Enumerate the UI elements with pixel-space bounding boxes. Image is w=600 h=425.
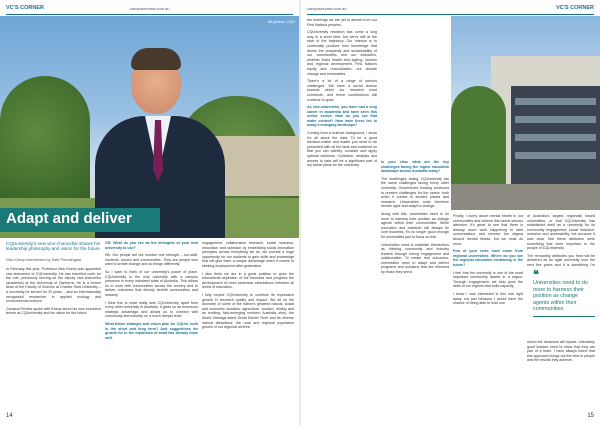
pull-quote: [533, 270, 595, 317]
header-rule: [6, 14, 293, 15]
text-column-1: [6, 267, 101, 407]
body-paragraph: Coming from a science background, I know it's all about the data. To be a good decision-maker and leader you need to be presented with all the facts and evidence so that you can identify, consider and apply optimal solutions. Collection, analysis and access to data will be a significant part of my future plans for the university.: [307, 131, 377, 168]
body-paragraph: of Australia's largest regionally based universities, or that CQUniversity has established itself as a university for its community engagement, social inclusion, inclusion and accessibility, but because it was clear that these attributes were something that were important to the people of CQUniversity.: [527, 214, 595, 251]
body-paragraph: I think this is what really sets CQUniversity apart from every other university in Australia. It gives us an enormous strategic advantage and allows us to connect with community and industry on a much deeper level.: [105, 300, 198, 319]
text-column-4-lower: [527, 340, 595, 410]
header-rule: [307, 14, 594, 15]
body-paragraph: In February this year, Professor Nick Klomp was appointed vice-chancellor of CQUniversity. He has travelled north for the role, previously serving as the deputy vice-chancellor (academic) at the University of Canberra. He is a former dean of the Faculty of Science at Charles Sturt University – a university he served for 20 years – and an internationally recognised researcher in applied ecology and environmental science.: [6, 267, 101, 304]
body-paragraph: The challenges facing CQUniversity are the same challenges facing every other university. Government funding continues to present challenges for the sector, both when it comes to student places and research. Universities must therefore remain agile and adapt to change.: [381, 176, 449, 209]
body-paragraph: Along with this, universities need to do more to harness their position as change agents within their communities. While education and research will always be core business, it's no longer good enough for universities just to focus on this.: [381, 211, 449, 239]
body-paragraph: There's a lot of a range of serious challenges. We have a social licence towards which our research must contribute, and these contributions will continue to grow.: [307, 79, 377, 102]
portrait-photo: [0, 16, 299, 238]
body-paragraph: Universities need to establish themselves as thinking community and industry leaders through strong engagement and collaboration. To create real outcomes, universities need to adapt and deliver programs and solutions that are informed by those they serve.: [381, 242, 449, 275]
interview-question: In your view, what are the key challenges facing the higher education landscape across Australia today?: [381, 160, 449, 174]
body-paragraph: I also think we are in a great position to grow the educational aspiration of the business and progress the development of more seamless articulations between all levels of education.: [202, 271, 294, 290]
photo-credit: All photos: CQU: [267, 20, 295, 24]
tree-shape: [0, 76, 90, 216]
left-page: [0, 0, 299, 425]
site-url: campusreview.com.au: [307, 6, 347, 11]
running-head: VC'S CORNER: [556, 5, 594, 11]
pull-quote-text: Universities need to do more to harness their position as change agents within their communities.: [533, 280, 588, 313]
byline: Nick Klomp interviewed by Kate Prendergast: [6, 258, 82, 262]
headline-box: [0, 208, 160, 232]
text-column-3: [453, 214, 523, 412]
body-paragraph: CQUniversity research has come a long way in a short time, but we're still at the start of the trajectory. Our mission is to continually produce new knowledge that drives the prosperity and sustainability of our communities and our industries, whether that's health and ageing, tourism and regional development, First Nations equity and reconciliation, our climate change and renewables.: [307, 30, 377, 76]
campus-building-photo: [451, 16, 600, 210]
interview-question: As vice-chancellor, you have had a long career in academia and have seen this sector evolve. How do you see that wider context? How have these led to today's changing landscape?: [307, 105, 377, 128]
page-number: 15: [587, 413, 594, 419]
interview-question: What future strategic and vision plan for CQUni, both in the short and long term? And suggestions for growth for in the expansion of what has already done well.: [105, 321, 198, 340]
running-head: VC'S CORNER: [6, 5, 44, 11]
body-paragraph: Campus Review spoke with Klomp about his new executive tenure at CQUniversity and his vision for the future.: [6, 306, 101, 316]
standfirst: CQUniversity's new vice-chancellor shares his leadership philosophy and vision for the future.: [6, 241, 101, 252]
quote-mark-icon: ❝: [533, 269, 539, 281]
body-paragraph: The remaining attributes you hear will be delivered as an agile university over the next five years and it is something I'm: [527, 253, 595, 267]
text-column-3: [202, 241, 294, 409]
body-paragraph: Finally, I worry about mental health in our communities and believe this needs serious attention. It's great to see that there is already much work happening to start conversations and remove the stigma around mental illness, but we must do more.: [453, 214, 523, 246]
site-url: campusreview.com.au: [130, 6, 170, 11]
body-paragraph: engagement, collaborative research, social inclusion, innovation and outreach by embedding social innovation principles across everything we do, we provide a huge opportunity for our students to gain skills and knowledge that will give them a unique advantage when it comes to seeking employment after graduation.: [202, 241, 294, 268]
interview-question: Few of your roles have come from regional universities. Where do you see the regional education continuing in the future?: [453, 249, 523, 267]
body-paragraph: I know I was interested in this role right away, not just because I would have the chance of being able to lead one: [453, 291, 523, 306]
text-column-2: [105, 241, 198, 409]
body-paragraph: the learnings we are yet to absorb from our First Nations peoples.: [307, 18, 377, 27]
right-page: [301, 0, 600, 425]
text-column-2: [381, 160, 449, 412]
tree-shape: [451, 86, 506, 196]
body-paragraph: whom the decisions will impact. Ultimately, good leaders need to show that they are part of a team. I have always found that this approach brings out the best in people and the results they achieve.: [527, 340, 595, 363]
body-paragraph: I fully expect CQUniversity to continue its impressive growth in research quality and impact. We sit on the doorstep of some of the nation's greatest natural, social and economic wonders: agriculture, tourism, mining and an exciting, fast-emerging northern Australia story; the World Heritage-listed Great Barrier Reef and its diverse natural attractions; the rural and regional population growth of our regional centres;: [202, 292, 294, 330]
interview-question: CR: What do you see as the strengths of your new university to use?: [105, 241, 198, 250]
body-paragraph: I feel that the university is one of the most important community assets in a region. Through engagement, we help grow the skills of our regions and build capacity.: [453, 270, 523, 289]
text-column-1: [307, 18, 377, 413]
article-headline: Adapt and deliver: [6, 210, 132, 227]
page-number: 14: [6, 413, 13, 419]
body-paragraph: NK: Our people are our number one strength – our staff, students, alumni and communities. They are people who want to create change and do things differently.: [105, 253, 198, 267]
body-paragraph: So I want to think of our university's power of place. CQUniversity is the only university with a campus presence in every mainland state of Australia. This allows us to work with communities across the country and to deliver outcomes that directly benefit communities and industry.: [105, 269, 198, 297]
text-column-4: [527, 214, 595, 268]
